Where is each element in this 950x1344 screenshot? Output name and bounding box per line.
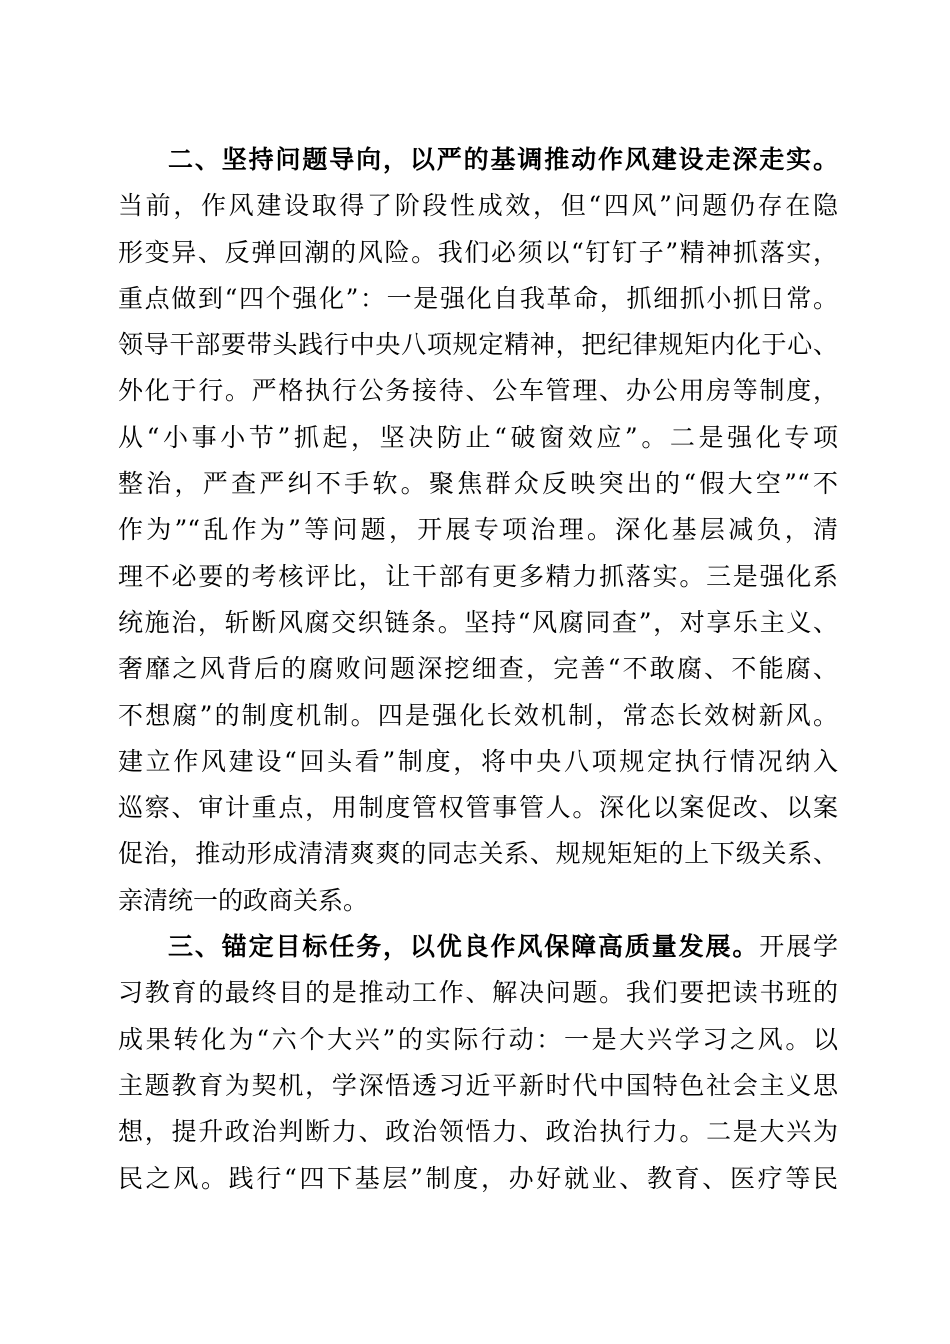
- section-2-line: 领导干部要带头践行中央八项规定精神，把纪律规矩内化于心、: [118, 330, 838, 360]
- section-2-line: 当前，作风建设取得了阶段性成效，但“四风”问题仍存在隐: [118, 191, 838, 221]
- section-2-heading-line: [118, 137, 838, 183]
- section-3-line: 习教育的最终目的是推动工作、解决问题。我们要把读书班的: [118, 978, 838, 1008]
- section-2-line: 建立作风建设“回头看”制度，将中央八项规定执行情况纳入: [118, 746, 838, 776]
- section-2-line: 重点做到“四个强化”：一是强化自我革命，抓细抓小抓日常。: [118, 283, 838, 313]
- section-2-line: 形变异、反弹回潮的风险。我们必须以“钉钉子”精神抓落实，: [118, 237, 838, 267]
- section-2-line: 促治，推动形成清清爽爽的同志关系、规规矩矩的上下级关系、: [118, 839, 838, 869]
- section-2-line: 作为”“乱作为”等问题，开展专项治理。深化基层减负，清: [118, 515, 838, 545]
- section-2-line: 巡察、审计重点，用制度管权管事管人。深化以案促改、以案: [118, 793, 838, 823]
- section-2-line: 不想腐”的制度机制。四是强化长效机制，常态长效树新风。: [118, 700, 838, 730]
- section-3-line: 成果转化为“六个大兴”的实际行动：一是大兴学习之风。以: [118, 1024, 838, 1054]
- section-2-heading: 二、坚持问题导向，以严的基调推动作风建设走深走实。: [168, 145, 838, 174]
- section-2-line: 理不必要的考核评比，让干部有更多精力抓落实。三是强化系: [118, 561, 838, 591]
- section-2-line: 奢靡之风背后的腐败问题深挖细查，完善“不敢腐、不能腐、: [118, 654, 838, 684]
- section-2-line: 统施治，斩断风腐交织链条。坚持“风腐同查”，对享乐主义、: [118, 607, 838, 637]
- section-3-line: 想，提升政治判断力、政治领悟力、政治执行力。二是大兴为: [118, 1117, 838, 1147]
- section-2-line: 整治，严查严纠不手软。聚焦群众反映突出的“假大空”“不: [118, 469, 838, 499]
- section-3-heading-tail: 开展学: [759, 932, 838, 962]
- section-2-line: 亲清统一的政商关系。: [118, 885, 369, 915]
- section-3-heading-line: [118, 924, 838, 970]
- section-3-line: 主题教育为契机，学深悟透习近平新时代中国特色社会主义思: [118, 1070, 838, 1100]
- section-2-line: 外化于行。严格执行公务接待、公车管理、办公用房等制度，: [118, 376, 838, 406]
- section-3-heading: 三、锚定目标任务，以优良作风保障高质量发展。: [168, 932, 760, 962]
- document-body: [118, 137, 838, 1202]
- section-2-line: 从“小事小节”抓起，坚决防止“破窗效应”。二是强化专项: [118, 422, 838, 452]
- section-3-line: 民之风。践行“四下基层”制度，办好就业、教育、医疗等民: [118, 1163, 838, 1193]
